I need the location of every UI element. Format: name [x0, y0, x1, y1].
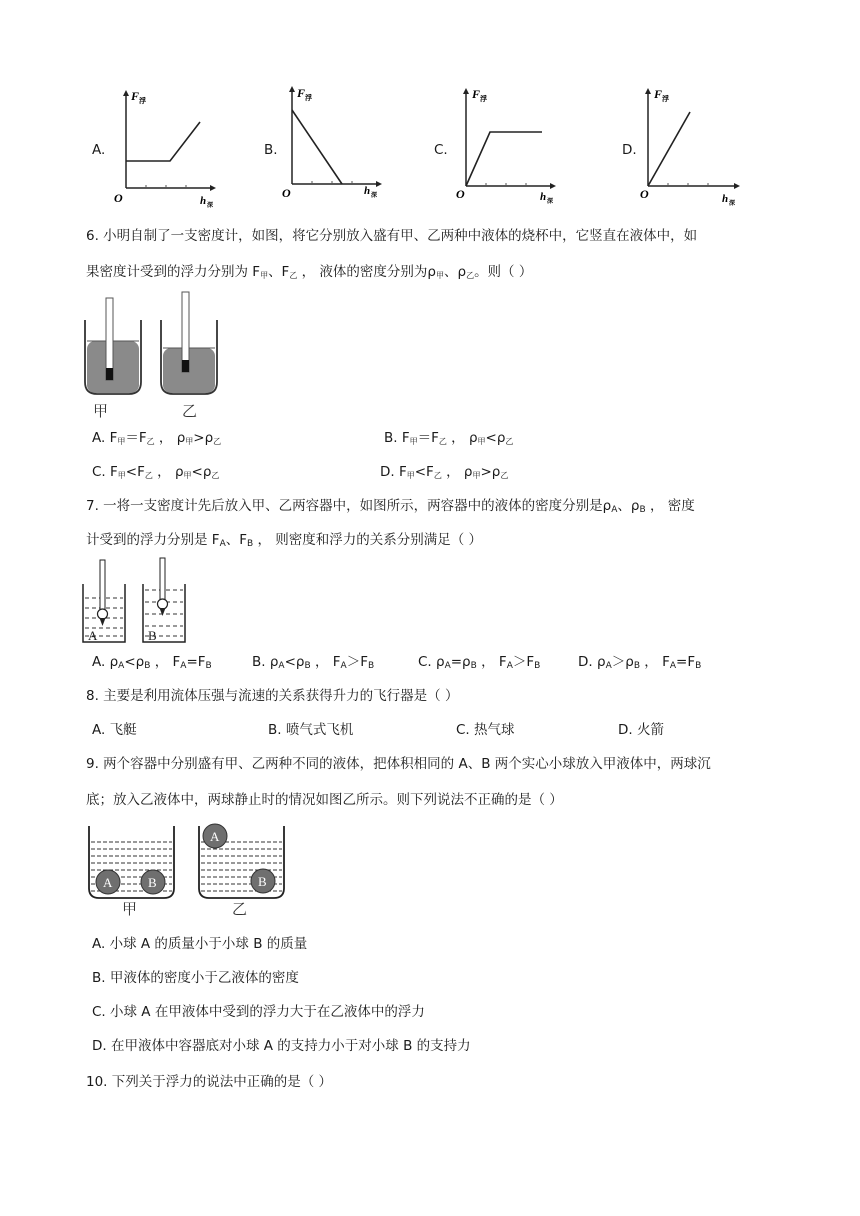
q9-option-a[interactable]: A. 小球 A 的质量小于小球 B 的质量 — [92, 936, 308, 952]
graph-a-o: O — [114, 191, 123, 205]
graph-d-h-sub: 深 — [729, 201, 736, 207]
graph-a-f: F — [131, 89, 140, 103]
graph-d-f-sub: 浮 — [662, 95, 669, 103]
q9-ball-b-jia: B — [148, 875, 157, 890]
q6-hydrometer-figure — [80, 290, 220, 420]
q7-option-b[interactable]: B. ρA<ρB ， FA＞FB — [252, 654, 375, 671]
q6-stem-line2: 果密度计受到的浮力分别为 $F_甲$、$F_乙$ ， 液体的密度分别为$\rho_甲$、$\rho_乙$。则（ ） — [86, 264, 533, 280]
graph-a-h: h — [200, 195, 207, 207]
q7-fig-label-a: A — [88, 628, 98, 643]
q6-option-b[interactable]: B. $F_甲=F_乙$ ， $\rho_甲<\rho_乙$ — [384, 430, 514, 446]
q9-ball-a-yi: A — [210, 829, 220, 844]
q6-option-d[interactable]: D. $F_甲<F_乙$ ， $\rho_甲>\rho_乙$ — [380, 464, 509, 480]
q9-balls-figure — [84, 818, 290, 918]
graph-d — [638, 84, 750, 210]
q7-option-c[interactable]: C. ρA=ρB ， FA＞FB — [418, 654, 541, 671]
graph-b-f-sub: 浮 — [305, 94, 312, 102]
graph-b-o: O — [282, 186, 291, 200]
graph-b — [278, 84, 388, 206]
graph-b-h: h — [364, 185, 371, 197]
graph-c-f: F — [472, 87, 481, 101]
graph-b-label: B. — [264, 142, 278, 158]
q9-fig-label-jia: 甲 — [122, 902, 138, 918]
graph-c-f-sub: 浮 — [480, 95, 487, 103]
q8-option-d[interactable]: D. 火箭 — [618, 722, 664, 738]
graph-b-h-sub: 深 — [371, 193, 378, 199]
q10-stem: 10. 下列关于浮力的说法中正确的是（ ） — [86, 1074, 333, 1090]
q8-option-b[interactable]: B. 喷气式飞机 — [268, 722, 354, 738]
graph-b-f: F — [297, 86, 306, 100]
graph-d-label: D. — [622, 142, 637, 158]
q7-option-d[interactable]: D. ρA＞ρB ， FA=FB — [578, 654, 702, 671]
graph-a-label: A. — [92, 142, 106, 158]
q9-ball-b-yi: B — [258, 874, 267, 889]
q8-option-c[interactable]: C. 热气球 — [456, 722, 515, 738]
q9-option-b[interactable]: B. 甲液体的密度小于乙液体的密度 — [92, 970, 299, 986]
q9-ball-a-jia: A — [103, 875, 113, 890]
graph-d-h: h — [722, 193, 729, 205]
q6-stem-line1: 6. 小明自制了一支密度计，如图，将它分别放入盛有甲、乙两种中液体的烧杯中，它竖直在液体中，如 — [86, 228, 698, 244]
q7-option-a[interactable]: A. ρA<ρB ， FA=FB — [92, 654, 212, 671]
q7-fig-label-b: B — [148, 628, 157, 643]
graph-d-f: F — [654, 87, 663, 101]
q9-option-c[interactable]: C. 小球 A 在甲液体中受到的浮力大于在乙液体中的浮力 — [92, 1004, 425, 1020]
q9-option-d[interactable]: D. 在甲液体中容器底对小球 A 的支持力小于对小球 B 的支持力 — [92, 1038, 471, 1054]
graph-c-o: O — [456, 187, 465, 201]
q6-option-a[interactable]: A. $F_甲=F_乙$ ， $\rho_甲>\rho_乙$ — [92, 430, 222, 446]
q6-option-c[interactable]: C. $F_甲<F_乙$ ， $\rho_甲<\rho_乙$ — [92, 464, 220, 480]
graph-d-o: O — [640, 187, 649, 201]
graph-a-h-sub: 深 — [207, 203, 214, 208]
q7-stem-line2: 计受到的浮力分别是 FA、FB ， 则密度和浮力的关系分别满足（ ） — [86, 532, 483, 549]
graph-c-h: h — [540, 191, 547, 203]
graph-c — [452, 84, 564, 208]
graph-a-f-sub: 浮 — [139, 97, 146, 105]
q9-fig-label-yi: 乙 — [232, 902, 248, 918]
q7-stem-line1: 7. 一将一支密度计先后放入甲、乙两容器中，如图所示，两容器中的液体的密度分别是ρA、ρB ， 密度 — [86, 498, 695, 515]
graph-c-h-sub: 深 — [547, 199, 554, 205]
graph-c-label: C. — [434, 142, 448, 158]
q6-fig-label-yi: 乙 — [182, 404, 198, 420]
graph-a — [110, 86, 220, 208]
q9-stem-line2: 底；放入乙液体中，两球静止时的情况如图乙所示。则下列说法不正确的是（ ） — [86, 792, 563, 808]
q7-containers-figure — [80, 556, 196, 648]
q8-stem: 8. 主要是利用流体压强与流速的关系获得升力的飞行器是（ ） — [86, 688, 459, 704]
q9-stem-line1: 9. 两个容器中分别盛有甲、乙两种不同的液体，把体积相同的 A、B 两个实心小球放入甲液体中，两球沉 — [86, 756, 711, 772]
q8-option-a[interactable]: A. 飞艇 — [92, 722, 137, 738]
q6-fig-label-jia: 甲 — [93, 404, 109, 420]
